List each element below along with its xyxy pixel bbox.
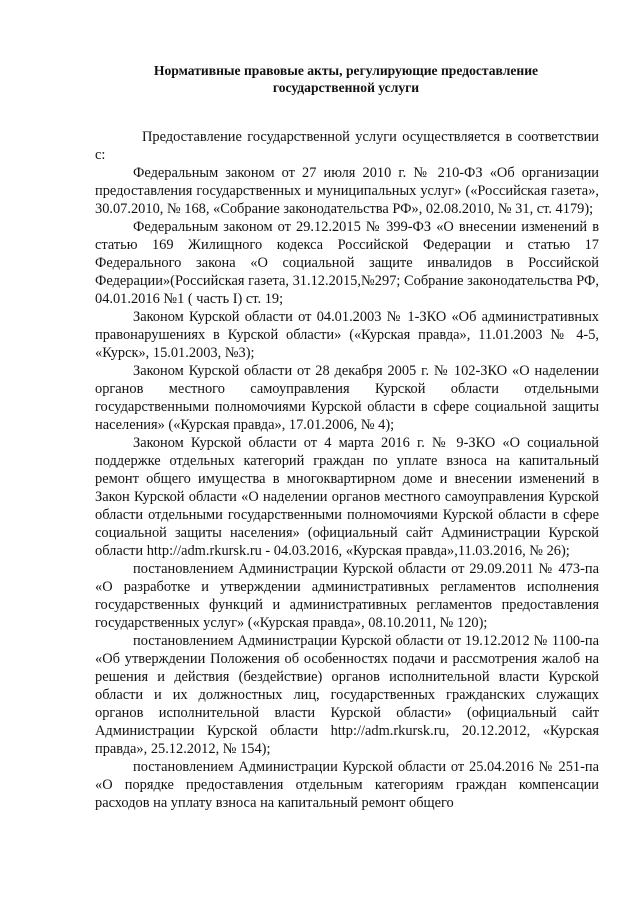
intro-paragraph: Предоставление государственной услуги осуществляется в соответствии с: — [95, 129, 599, 163]
paragraph-federal-law-210: Федеральным законом от 27 июля 2010 г. № 210-ФЗ «Об организации предоставления государственных и муниципальных услуг» («Российская газета», 30.07.2010, № 168, «Собрание законодательства РФ», 02.08.2010, № 31, ст. 4179); — [95, 165, 599, 217]
title-line-2: государственной услуги — [272, 80, 420, 95]
paragraph-federal-law-399: Федеральным законом от 29.12.2015 № 399-ФЗ «О внесении изменений в статью 169 Жилищного кодекса Российской Федерации и статью 17 Федерального закона «О социальной защите инвалидов в Российской Федерации»(Российская газета, 31.12.2015,№297; Собрание законодательства РФ, 04.01.2016 №1 ( часть I) ст. 19; — [95, 219, 599, 307]
document-title — [90, 62, 602, 96]
paragraph-kursk-law-102: Законом Курской области от 28 декабря 2005 г. № 102-ЗКО «О наделении органов местного самоуправления Курской области отдельными государственными полномочиями Курской области в сфере социальной защиты населения» («Курская правда», 17.01.2006, № 4); — [95, 363, 599, 433]
document-body — [95, 128, 599, 812]
paragraph-kursk-law-9: Законом Курской области от 4 марта 2016 г. № 9-ЗКО «О социальной поддержке отдельных категорий граждан по уплате взноса на капитальный ремонт общего имущества в многоквартирном доме и внесении изменений в Закон Курской области «О наделении органов местного самоуправления Курской области отдельными государственными полномочиями Курской области в сфере социальной защиты населения» (официальный сайт Администрации Курской области http://adm.rkursk.ru - 04.03.2016, «Курская правда»,11.03.2016, № 26); — [95, 435, 599, 559]
title-line-1: Нормативные правовые акты, регулирующие предоставление — [153, 63, 539, 78]
paragraph-resolution-473: постановлением Администрации Курской области от 29.09.2011 № 473-па «О разработке и утверждении административных регламентов исполнения государственных функций и административных регламентов предоставления государственных услуг» («Курская правда», 08.10.2011, № 120); — [95, 561, 599, 631]
paragraph-resolution-1100: постановлением Администрации Курской области от 19.12.2012 № 1100-па «Об утверждении Положения об особенностях подачи и рассмотрения жалоб на решения и действия (бездействие) органов исполнительной власти Курской области и их должностных лиц, государственных гражданских служащих органов исполнительной власти Курской области» (официальный сайт Администрации Курской области http://adm.rkursk.ru, 20.12.2012, «Курская правда», 25.12.2012, № 154); — [95, 633, 599, 757]
paragraph-resolution-251: постановлением Администрации Курской области от 25.04.2016 № 251-па «О порядке предоставления отдельным категориям граждан компенсации расходов на уплату взноса на капитальный ремонт общего — [95, 759, 599, 811]
paragraph-kursk-law-1: Законом Курской области от 04.01.2003 № 1-ЗКО «Об административных правонарушениях в Курской области» («Курская правда», 11.01.2003 № 4-5, «Курск», 15.01.2003, №3); — [95, 309, 599, 361]
